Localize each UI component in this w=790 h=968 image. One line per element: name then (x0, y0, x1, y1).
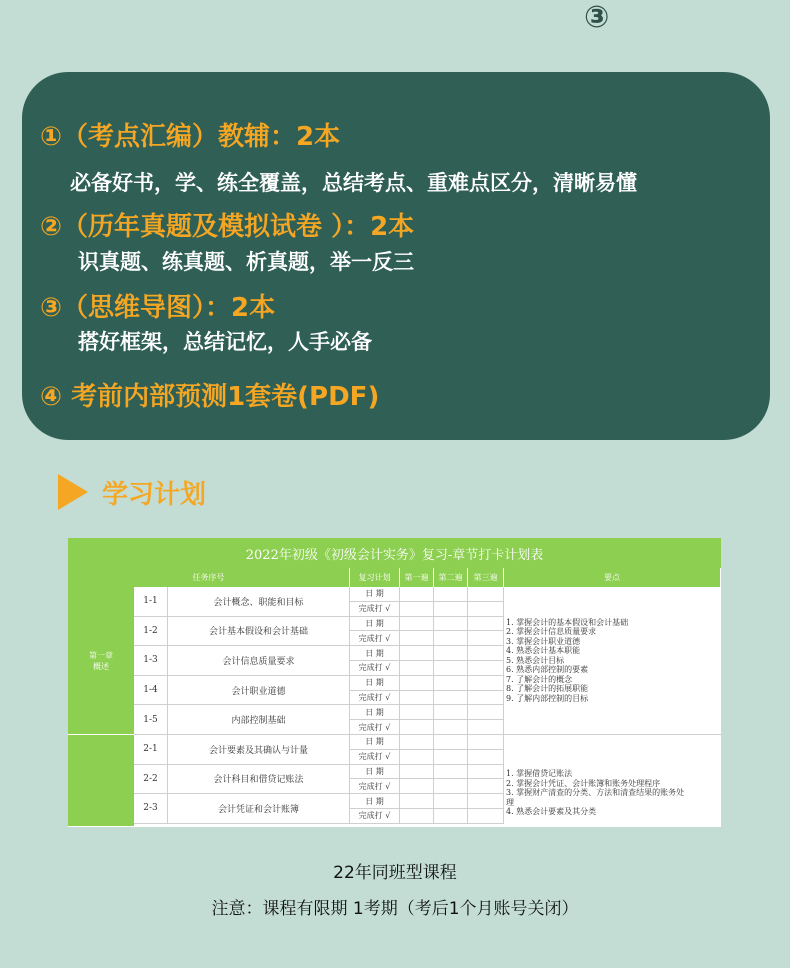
check-cell (468, 735, 504, 750)
check-cell (468, 602, 504, 617)
item-1-title: ①（考点汇编）教辅：2本 (40, 122, 341, 152)
check-cell (468, 617, 504, 632)
task-name: 会计凭证和会计账簿 (168, 794, 350, 824)
task-number: 2-1 (134, 735, 168, 765)
task-number: 1-4 (134, 676, 168, 706)
check-cell (468, 750, 504, 765)
header-task-no: 任务序号 (68, 568, 350, 587)
check-cell (468, 646, 504, 661)
plan-date-label: 日 期 (350, 705, 400, 720)
task-name: 会计信息质量要求 (168, 646, 350, 676)
task-number: 1-3 (134, 646, 168, 676)
play-triangle-icon (58, 474, 88, 510)
check-cell (468, 794, 504, 809)
section-title: 学习计划 (102, 479, 207, 510)
check-cell (434, 617, 468, 632)
task-name: 会计要素及其确认与计量 (168, 735, 350, 765)
header-pass-2: 第二遍 (434, 568, 468, 587)
plan-date-label: 日 期 (350, 617, 400, 632)
check-cell (400, 735, 434, 750)
check-cell (468, 587, 504, 602)
plan-done-label: 完成打 √ (350, 631, 400, 646)
task-name: 会计概念、职能和目标 (168, 587, 350, 617)
item-3-title: ③（思维导图）：2本 (40, 293, 276, 323)
check-cell (434, 676, 468, 691)
check-cell (434, 765, 468, 780)
plan-done-label: 完成打 √ (350, 750, 400, 765)
check-cell (400, 705, 434, 720)
task-number: 1-5 (134, 705, 168, 735)
validity-notice: 注意：课程有限期 1考期（考后1个月账号关闭） (211, 899, 579, 919)
study-plan-header (58, 472, 206, 512)
check-cell (434, 587, 468, 602)
task-name: 会计科目和借贷记账法 (168, 765, 350, 795)
check-cell (400, 661, 434, 676)
check-cell (434, 705, 468, 720)
plan-done-label: 完成打 √ (350, 661, 400, 676)
course-caption: 22年同班型课程 (333, 863, 457, 883)
plan-date-label: 日 期 (350, 794, 400, 809)
plan-date-label: 日 期 (350, 587, 400, 602)
task-name: 内部控制基础 (168, 705, 350, 735)
check-cell (434, 661, 468, 676)
item-4-title: ④ 考前内部预测1套卷(PDF) (40, 382, 380, 412)
check-cell (400, 617, 434, 632)
check-cell (434, 646, 468, 661)
task-number: 1-1 (134, 587, 168, 617)
plan-done-label: 完成打 √ (350, 720, 400, 735)
check-cell (400, 720, 434, 735)
check-cell (400, 765, 434, 780)
check-cell (468, 676, 504, 691)
plan-done-label: 完成打 √ (350, 779, 400, 794)
task-name: 会计职业道德 (168, 676, 350, 706)
check-cell (400, 602, 434, 617)
plan-date-label: 日 期 (350, 765, 400, 780)
chapter-2-points: 1. 掌握借贷记账法 2. 掌握会计凭证、会计账簿和账务处理程序 3. 掌握财产清查的分类、方法和清查结果的账务处 理 4. 熟悉会计要素及其分类 (504, 735, 721, 827)
check-cell (434, 631, 468, 646)
check-cell (468, 691, 504, 706)
step-number: ③ (584, 0, 610, 35)
check-cell (400, 750, 434, 765)
check-cell (434, 750, 468, 765)
check-cell (468, 765, 504, 780)
header-pass-3: 第三遍 (468, 568, 504, 587)
plan-done-label: 完成打 √ (350, 602, 400, 617)
task-number: 1-2 (134, 617, 168, 647)
check-cell (468, 809, 504, 824)
header-plan: 复习计划 (350, 568, 400, 587)
study-plan-table (68, 538, 721, 827)
item-3-desc: 搭好框架，总结记忆，人手必备 (78, 330, 372, 354)
check-cell (400, 794, 434, 809)
check-cell (434, 779, 468, 794)
item-1-desc: 必备好书，学、练全覆盖，总结考点、重难点区分，清晰易懂 (70, 171, 637, 195)
check-cell (434, 602, 468, 617)
check-cell (434, 691, 468, 706)
table-title: 2022年初级《初级会计实务》复习-章节打卡计划表 (68, 538, 721, 568)
check-cell (434, 720, 468, 735)
check-cell (434, 809, 468, 824)
header-pass-1: 第一遍 (400, 568, 434, 587)
check-cell (400, 631, 434, 646)
check-cell (468, 661, 504, 676)
plan-done-label: 完成打 √ (350, 809, 400, 824)
task-number: 2-3 (134, 794, 168, 824)
chapter-1-points: 1. 掌握会计的基本假设和会计基础 2. 掌握会计信息质量要求 3. 掌握会计职业道德 4. 熟悉会计基本职能 5. 熟悉会计目标 6. 熟悉内部控制的要素 7. 了解会计的概念 8. 了解会计的拓展职能 9. 了解内部控制的目标 (504, 587, 721, 735)
check-cell (468, 779, 504, 794)
plan-date-label: 日 期 (350, 646, 400, 661)
item-2-desc: 识真题、练真题、析真题，举一反三 (78, 250, 414, 274)
check-cell (400, 676, 434, 691)
check-cell (400, 587, 434, 602)
check-cell (400, 809, 434, 824)
check-cell (468, 705, 504, 720)
item-2-title: ②（历年真题及模拟试卷 ）：2本 (40, 212, 415, 242)
chapter-1-label: 第一章 概述 (68, 587, 134, 735)
chapter-2-label (68, 735, 134, 827)
plan-date-label: 日 期 (350, 735, 400, 750)
check-cell (400, 779, 434, 794)
task-name: 会计基本假设和会计基础 (168, 617, 350, 647)
plan-date-label: 日 期 (350, 676, 400, 691)
plan-done-label: 完成打 √ (350, 691, 400, 706)
check-cell (468, 720, 504, 735)
task-number: 2-2 (134, 765, 168, 795)
check-cell (434, 735, 468, 750)
check-cell (434, 794, 468, 809)
header-points: 要点 (504, 568, 721, 587)
check-cell (400, 691, 434, 706)
check-cell (468, 631, 504, 646)
check-cell (400, 646, 434, 661)
